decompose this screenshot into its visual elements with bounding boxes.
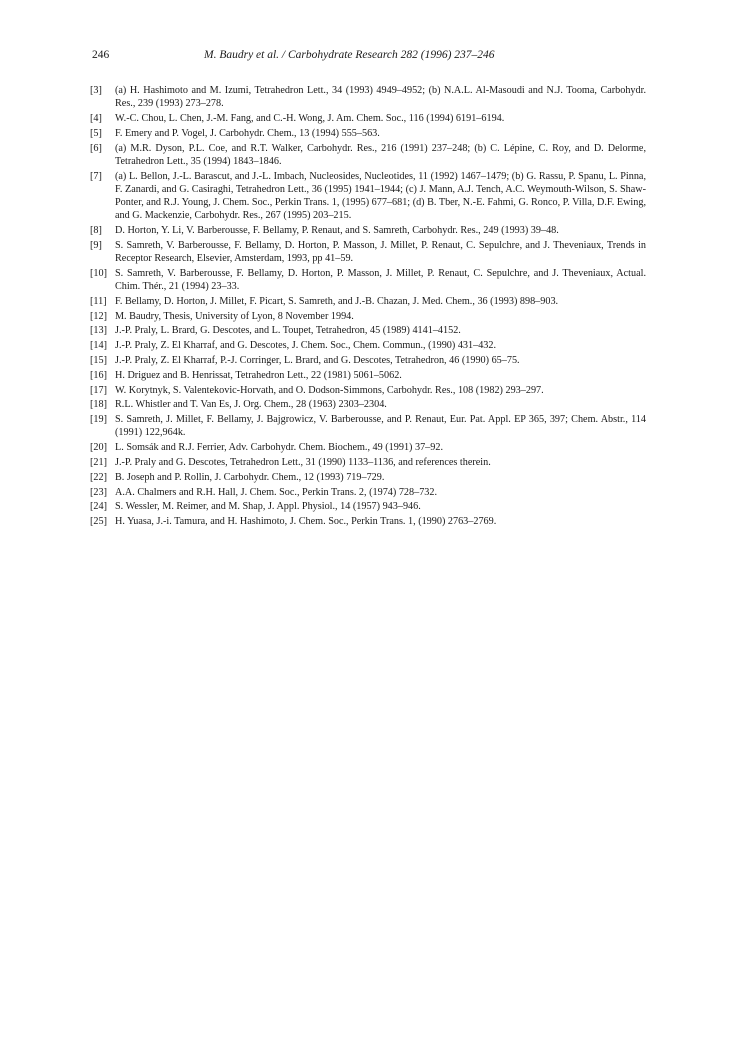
reference-entry [90, 515, 646, 528]
reference-entry [90, 441, 646, 454]
reference-entry [90, 486, 646, 499]
reference-entry [90, 295, 646, 308]
reference-entry [90, 112, 646, 125]
reference-number: [8] [90, 225, 102, 236]
reference-text: R.L. Whistler and T. Van Es, J. Org. Chem., 28 (1963) 2303–2304. [115, 399, 387, 411]
reference-entry [90, 239, 646, 265]
reference-text: J.-P. Praly, L. Brard, G. Descotes, and L. Toupet, Tetrahedron, 45 (1989) 4141–4152. [115, 325, 461, 337]
running-header [92, 47, 645, 63]
reference-entry [90, 398, 646, 411]
reference-number: [15] [90, 354, 107, 366]
reference-list [90, 84, 646, 530]
reference-number: [25] [90, 516, 107, 528]
reference-entry [90, 84, 646, 110]
reference-entry [90, 354, 646, 367]
reference-number: [17] [90, 384, 107, 396]
page-number: 246 [92, 49, 110, 61]
reference-entry [90, 324, 646, 337]
reference-number: [24] [90, 501, 107, 513]
reference-number: [23] [90, 486, 107, 498]
reference-number: [13] [90, 325, 107, 337]
reference-entry [90, 471, 646, 484]
reference-text: J.-P. Praly, Z. El Kharraf, P.-J. Corringer, L. Brard, and G. Descotes, Tetrahedron, 46 (1990) 65–75. [115, 354, 520, 366]
reference-number: [6] [90, 142, 102, 154]
reference-number: [21] [90, 456, 107, 468]
reference-entry [90, 267, 646, 293]
reference-text: W.-C. Chou, L. Chen, J.-M. Fang, and C.-H. Wong, J. Am. Chem. Soc., 116 (1994) 6191–6194. [115, 113, 505, 124]
reference-number: [10] [90, 267, 107, 279]
reference-text: J.-P. Praly and G. Descotes, Tetrahedron Lett., 31 (1990) 1133–1136, and references therein. [115, 456, 491, 468]
reference-number: [22] [90, 471, 107, 483]
reference-text: S. Samreth, V. Barberousse, F. Bellamy, D. Horton, P. Masson, J. Millet, P. Renaut, C. Sepulchre, and J. Theveniaux, Trends in Receptor Research, Elsevier, Amsterdam, 1993, pp 41–59. [115, 239, 646, 264]
reference-number: [12] [90, 310, 107, 322]
reference-number: [7] [90, 170, 102, 182]
reference-number: [3] [90, 85, 102, 96]
reference-text: S. Samreth, J. Millet, F. Bellamy, J. Bajgrowicz, V. Barberousse, and P. Renaut, Eur. Pat. Appl. EP 365, 397; Chem. Abstr., 114 (1991) 122,964k. [115, 414, 646, 439]
reference-entry [90, 384, 646, 397]
reference-entry [90, 339, 646, 352]
reference-text: F. Bellamy, D. Horton, J. Millet, F. Picart, S. Samreth, and J.-B. Chazan, J. Med. Chem., 36 (1993) 898–903. [115, 295, 559, 307]
reference-number: [9] [90, 239, 102, 251]
reference-entry [90, 456, 646, 469]
reference-number: [5] [90, 127, 102, 139]
reference-entry [90, 170, 646, 223]
reference-text: (a) L. Bellon, J.-L. Barascut, and J.-L. Imbach, Nucleosides, Nucleotides, 11 (1992) 1467–1479; (b) G. Rassu, P. Spanu, L. Pinna, F. Zanardi, and G. Casiraghi, Tetrahedron Lett., 36 (1995) 1941–1944; (c) J. Mann, A.J. Tench, A.C. Weymouth-Wilson, S. Shaw-Ponter, and R.J. Young, J. Chem. Soc., Perkin Trans. 1, (1995) 677–681; (d) B. Tber, N.-E. Fahmi, G. Ronco, P. Villa, D.F. Ewing, and G. Mackenzie, Carbohydr. Res., 267 (1995) 203–215. [115, 170, 646, 222]
reference-number: [11] [90, 295, 107, 307]
reference-number: [4] [90, 113, 102, 124]
reference-number: [20] [90, 442, 107, 454]
reference-number: [19] [90, 414, 107, 426]
reference-text: A.A. Chalmers and R.H. Hall, J. Chem. Soc., Perkin Trans. 2, (1974) 728–732. [115, 486, 438, 498]
reference-entry [90, 127, 646, 140]
reference-entry [90, 142, 646, 168]
reference-text: (a) H. Hashimoto and M. Izumi, Tetrahedron Lett., 34 (1993) 4949–4952; (b) N.A.L. Al-Masoudi and N.J. Tooma, Carbohydr. Res., 239 (1993) 273–278. [115, 85, 646, 110]
reference-entry [90, 369, 646, 382]
running-title: M. Baudry et al. / Carbohydrate Research 282 (1996) 237–246 [204, 49, 495, 61]
reference-text: S. Samreth, V. Barberousse, F. Bellamy, D. Horton, P. Masson, J. Millet, P. Renaut, C. Sepulchre, and J. Theveniaux, Actual. Chim. Thér., 21 (1994) 23–33. [115, 267, 646, 292]
reference-entry [90, 224, 646, 237]
reference-text: H. Yuasa, J.-i. Tamura, and H. Hashimoto, J. Chem. Soc., Perkin Trans. 1, (1990) 2763–2769. [115, 516, 497, 528]
reference-entry [90, 500, 646, 513]
reference-number: [18] [90, 399, 107, 411]
reference-number: [14] [90, 340, 107, 352]
reference-text: B. Joseph and P. Rollin, J. Carbohydr. Chem., 12 (1993) 719–729. [115, 471, 385, 483]
reference-text: L. Somsák and R.J. Ferrier, Adv. Carbohydr. Chem. Biochem., 49 (1991) 37–92. [115, 442, 444, 454]
reference-entry [90, 413, 646, 439]
reference-text: J.-P. Praly, Z. El Kharraf, and G. Descotes, J. Chem. Soc., Chem. Commun., (1990) 431–432. [115, 340, 497, 352]
reference-text: M. Baudry, Thesis, University of Lyon, 8 November 1994. [115, 310, 354, 322]
reference-text: S. Wessler, M. Reimer, and M. Shap, J. Appl. Physiol., 14 (1957) 943–946. [115, 501, 421, 513]
reference-text: W. Korytnyk, S. Valentekovic-Horvath, and O. Dodson-Simmons, Carbohydr. Res., 108 (1982) 293–297. [115, 384, 544, 396]
reference-text: (a) M.R. Dyson, P.L. Coe, and R.T. Walker, Carbohydr. Res., 216 (1991) 237–248; (b) C. Lépine, C. Roy, and D. Delorme, Tetrahedron Lett., 35 (1994) 1843–1846. [115, 142, 646, 167]
reference-number: [16] [90, 369, 107, 381]
reference-entry [90, 310, 646, 323]
reference-text: D. Horton, Y. Li, V. Barberousse, F. Bellamy, P. Renaut, and S. Samreth, Carbohydr. Res., 249 (1993) 39–48. [115, 225, 559, 236]
reference-text: F. Emery and P. Vogel, J. Carbohydr. Chem., 13 (1994) 555–563. [115, 127, 380, 139]
reference-text: H. Driguez and B. Henrissat, Tetrahedron Lett., 22 (1981) 5061–5062. [115, 369, 402, 381]
